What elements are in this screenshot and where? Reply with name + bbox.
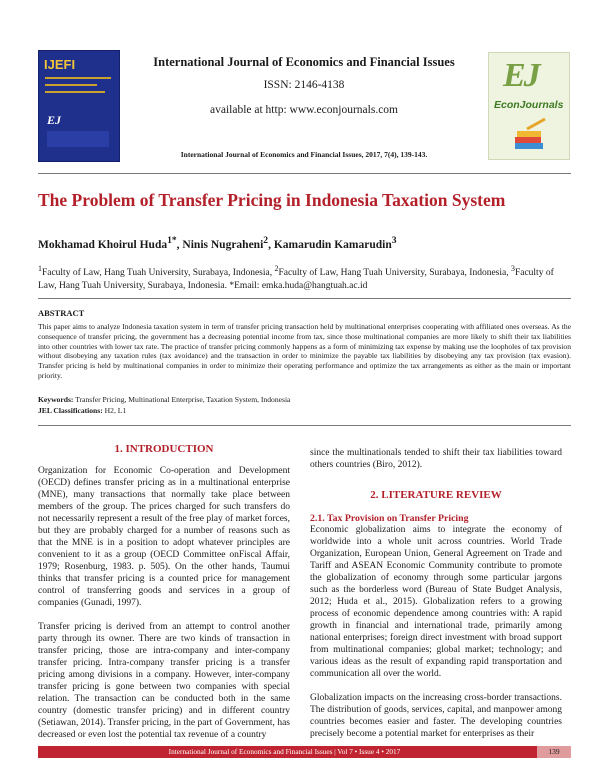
page-footer: [38, 746, 571, 758]
paragraph: Economic globalization aims to integrate the economy of worldwide into a whole unit across countries. World Trade Organization, European Union, General Agreement on Trade and Tariff and ASEAN Economic Community contribute to promote the globalization of economy through some particular jargons such as the borderless word (Bureau of State Budget Analysis, 2012; Huda et al., 2015). Globalization refers to a growing process of economic dependence among countries with: A rapid growth in financial and international trade, primarily among national enterprises; foreign direct investment with broad support from multinational companies; global market; technology; and various ideas as the result of expanding rapid transportation and communication all over the world.: [310, 525, 562, 679]
keywords: [38, 395, 571, 405]
page-number: 139: [537, 746, 571, 758]
affil-text: Faculty of Law, Hang Tuah University, Surabaya, Indonesia,: [41, 268, 275, 279]
author-name: Mokhamad Khoirul Huda: [38, 238, 168, 251]
logo-name: EconJournals: [494, 99, 564, 111]
author-sup: 2: [263, 235, 269, 246]
affil-sup: 1: [38, 264, 42, 273]
jel-text: H2, L1: [104, 406, 127, 415]
paragraph: since the multinationals tended to shift their tax liabilities toward others countries (Biro, 2012).: [310, 448, 562, 470]
author-name: Ninis Nugraheni: [182, 238, 264, 251]
issn: ISSN: 2146-4138: [263, 79, 345, 91]
cover-logo: EJ: [47, 113, 62, 127]
author-list: Mokhamad Khoirul Huda$^{1*}$, Ninis Nugraheni$^2$, Kamarudin Kamarudin$^3$: [38, 235, 397, 251]
subsection-heading: 2.1. Tax Provision on Transfer Pricing: [310, 513, 469, 524]
cover-band: [47, 131, 109, 147]
author-sup: 3: [391, 235, 397, 246]
jel-label: JEL Classifications:: [38, 406, 103, 415]
abstract-rule-top: [38, 298, 571, 299]
cover-line: [45, 91, 105, 93]
section-heading-introduction: 1. INTRODUCTION: [114, 443, 214, 455]
affil-text: Faculty of Law, Hang Tuah University, Surabaya, Indonesia,: [278, 268, 511, 279]
affiliations: [38, 262, 571, 293]
author-name: Kamarudin Kamarudin: [273, 238, 392, 251]
logo-letters: EJ: [503, 57, 539, 94]
paragraph: Globalization impacts on the increasing cross-border transactions. The distribution of goods, services, capital, and manpower among countries becomes easier and faster. The developing countries precisely become a potential market for enterprises as their: [310, 693, 562, 739]
jel-classifications: [38, 406, 571, 416]
affil-sup: 3: [511, 264, 515, 273]
affil-sup: 2: [274, 264, 279, 273]
available-link[interactable]: available at http: www.econjournals.com: [210, 104, 398, 116]
cover-line: [45, 84, 97, 86]
citation: International Journal of Economics and Financial Issues, 2017, 7(4), 139-143.: [180, 150, 428, 159]
journal-cover-image: [38, 50, 120, 162]
paragraph: Transfer pricing is derived from an attempt to control another party through its owner. There are two kinds of transaction in transfer pricing, those are intra-company and inter-company transfer pricing. Intra-company transfer pricing is a transfer pricing among divisions in a company. However, inter-company transfer pricing is gone between two companies with special relation. The transaction can be conducted both in the same country (domestic transfer pricing) and in different country (Setiawan, 2014). Transfer pricing, in the part of Government, has decreased or even lost the potential tax revenue of a country: [38, 622, 290, 740]
affil-text: Faculty of Law, Hang Tuah University, Surabaya, Indonesia. *Email: emka.huda@hangtuah.ac.id: [38, 268, 554, 292]
books-pencil-icon: [513, 117, 549, 151]
article-title: The Problem of Transfer Pricing in Indonesia Taxation System: [38, 190, 506, 210]
abstract-heading: ABSTRACT: [38, 308, 85, 318]
keywords-label: Keywords:: [38, 395, 74, 404]
footer-text: International Journal of Economics and Financial Issues | Vol 7 • Issue 4 • 2017: [168, 747, 401, 756]
right-column: [310, 447, 562, 752]
econjournals-logo: [488, 52, 570, 160]
section-heading-literature-review: 2. LITERATURE REVIEW: [370, 489, 502, 501]
keywords-text: Transfer Pricing, Multinational Enterprise, Taxation System, Indonesia: [75, 395, 291, 404]
abstract-rule-bottom: [38, 425, 571, 426]
journal-header: [38, 50, 570, 168]
cover-line: [45, 77, 111, 79]
abstract-text: This paper aims to analyze Indonesia taxation system in term of transfer pricing transaction held by multinational enterprises cooperating with affiliated ones overseas. As the consequence of transfer pricing, the government has a decreasing potential income from tax, since those multinational companies are more likely to shift their tax liabilities into other countries with lower tax rate. The practice of transfer pricing commonly happens as a form of minimizing tax expense by making use the loopholes of tax provision without disobeying any taxation rules (tax avoidance) and the transaction in order to minimize the payable tax liabilities by disobeying any tax provision (tax evasion). Transfer pricing is held by multinational companies in order to minimize their operating performance and optimize the tax arrangements as either as the main or important priority.: [38, 322, 571, 380]
author-sup: 1*: [167, 235, 177, 246]
journal-name: International Journal of Economics and Financial Issues: [153, 55, 455, 69]
header-rule: [38, 173, 571, 174]
journal-info: [134, 54, 474, 116]
cover-title: IJEFI: [44, 57, 76, 72]
left-column: [38, 443, 290, 753]
paragraph: Organization for Economic Co-operation and Development (OECD) defines transfer pricing as in a multinational enterprise (MNE), many transactions that normally take place between members of the group. The prices charged for such transfers do not necessarily represent a result of the free play of market forces, but they are probably charged for a number of reasons such as that the MNE is in a position to adopt whatever principles are convenient to it as a group (OECD Committee onFiscal Affair, 1979; Rosenburg, 1983. p. 505). On the other hands, Taumui thinks that transfer pricing is a counted price for management control of transferring goods and services in a group of companies (Gunadi, 1997).: [38, 466, 290, 608]
